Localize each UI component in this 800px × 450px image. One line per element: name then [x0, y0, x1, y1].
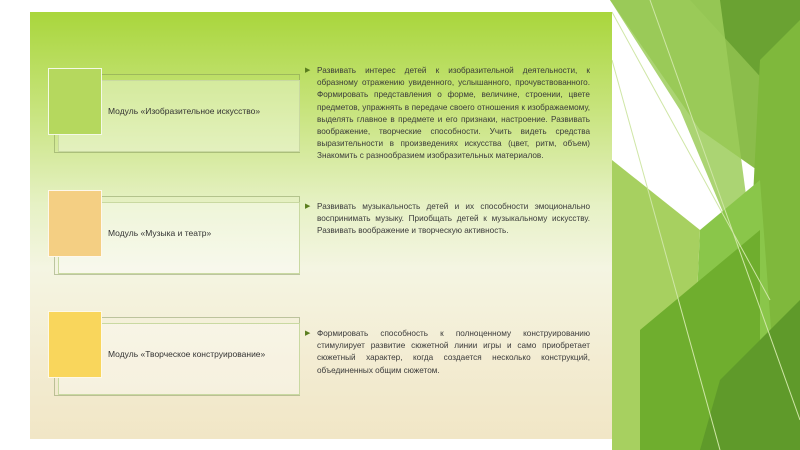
module-color-square [48, 68, 102, 135]
module-description [305, 328, 590, 377]
module-label: Модуль «Музыка и театр» [108, 228, 212, 238]
module-visual-art [48, 68, 300, 153]
bullet-icon: ▶ [305, 330, 311, 337]
bullet-icon: ▶ [305, 203, 311, 210]
bullet-icon: ▶ [305, 67, 311, 74]
description-text: Формировать способность к полноценному конструированию стимулирует развитие сюжетной линии игры и само приобретает сюжетный характер, когда создается несколько конструкций, объединенных общим сюжетом. [317, 329, 590, 375]
module-description [305, 201, 590, 238]
module-label: Модуль «Изобразительное искусство» [108, 106, 261, 116]
module-creative-construction [48, 311, 300, 396]
description-text: Развивать интерес детей к изобразительной деятельности, к образному отражению увиденного, услышанного, прочувствованного. Формировать представления о форме, величине, строении, цвете предметов, упражнять в передаче своего отношения к изображаемому, выделять главное в предмете и его признаки, настроение. Развивать воображение, творческие способности. Учить видеть средства выразительности в произведениях искусства (цвет, ритм, объем) Знакомить с разнообразием изобразительных материалов. [317, 66, 590, 161]
module-label: Модуль «Творческое конструирование» [108, 349, 266, 359]
module-color-square [48, 311, 102, 378]
module-color-square [48, 190, 102, 257]
module-description [305, 65, 590, 163]
description-text: Развивать музыкальность детей и их способности эмоционально воспринимать музыку. Приобщать детей к музыкальному искусству. Развивать воображение и творческую активность. [317, 202, 590, 236]
module-music-theatre [48, 190, 300, 275]
